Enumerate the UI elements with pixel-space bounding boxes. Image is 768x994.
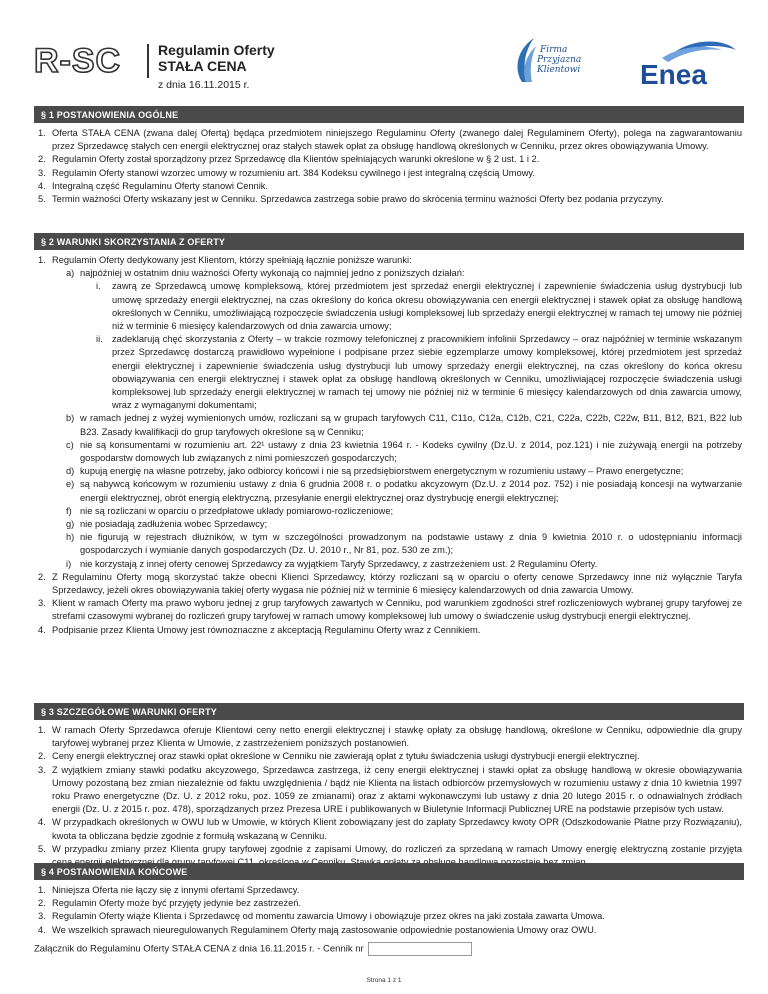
sub-sub-item: ii. zadeklarują chęć skorzystania z Oferty – w trakcie rozmowy telefonicznej z pracownikiem infolinii Sprzedawcy – oraz najpóźniej w terminie wskazanym przez Sprzedawcę dostarczą prawidłowo wypełnione i podpisane przez siebie egzemplarze umowy kompleksowej, której przedmiotem jest sprzedaż energii elektrycznej i zapewnienie świadczenia usług dystrybucji lub umowy sprzedaży energii elektrycznej, na czas określony do końca okresu obowiązywania cen energii elektrycznej i stawek opłat za obsługę handlową określonych w Cenniku, umożliwiającej rozpoczęcie świadczenia usługi kompleksowej lub sprzedaży energii elektrycznej w ramach tej umowy nie później niż w terminie 6 miesięcy kalendarzowych od dnia zawarcia umowy, wraz z wymaganymi dokumentami; <box>96 334 742 411</box>
sub-item: g) nie posiadają zadłużenia wobec Sprzedawcy; <box>66 519 268 530</box>
list-item: 4. Podpisanie przez Klienta Umowy jest równoznaczne z akceptacją Regulaminu Oferty wraz z Cennikiem. <box>38 624 481 635</box>
firma-text-3: Klientowi <box>537 65 581 75</box>
document-date: z dnia 16.11.2015 r. <box>158 79 250 91</box>
sub-item: b) w ramach jednej z wyżej wymienionych umów, rozliczani są w grupach taryfowych C11, C11o, C12a, C12b, C21, C22a, C22b, C22w, B11, B12, B21, B22 lub B23. Zasady kwalifikacji do grup taryfowych określone są w Cenniku; <box>66 413 742 437</box>
attachment-text: Załącznik do Regulaminu Oferty STAŁA CENA z dnia 16.11.2015 r. - Cennik nr <box>34 943 364 955</box>
list-item: 4. We wszelkich sprawach nieuregulowanych Regulaminem Oferty mają zastosowanie odpowiednie postanowienia Umowy oraz OWU. <box>38 924 597 935</box>
list-item: 1. Niniejsza Oferta nie łączy się z innymi ofertami Sprzedawcy. <box>38 885 300 895</box>
list-item: 3. Klient w ramach Oferty ma prawo wyboru jednej z grup taryfowych zawartych w Cenniku, pod warunkiem zgodności stref rozliczeniowych wybranej grupy taryfowej ze strefami czasowymi wybranej do rozliczeń grupy taryfowej w ramach umowy kompleksowej lub umowy o świadczenie usług dystrybucji energii elektrycznej. <box>38 598 742 622</box>
page-number: Strona 1 z 1 <box>366 977 402 984</box>
list-item: 2. Regulamin Oferty może być przyjęty jedynie bez zastrzeżeń. <box>38 898 302 909</box>
section-1 <box>34 106 744 208</box>
list-item: 1. Regulamin Oferty dedykowany jest Klientom, którzy spełniają łącznie poniższe warunki: a) najpóźniej w ostatnim dniu ważności Oferty wykonają co najmniej jedno z poniższych działań: i. zawrą ze Sprzedawcą umowę kompleksową, której przedmiotem jest sprzedaż energii elektrycznej i zapewnienie świadczenia usług dystrybucji lub umowę sprzedaży energii elektrycznej, na czas określony do końca okresu obowiązywania cen energii elektrycznej i stawek opłat za obsługę handlową określonych w Cenniku, umożliwiającą rozpoczęcie świadczenia usługi kompleksowej lub sprzedaży energii elektrycznej w ramach tej umowy nie później niż w terminie 6 miesięcy kalendarzowych od dnia zawarcia umowy; ii. zadeklarują chęć skorzystania z Oferty – w trakcie rozmowy telefonicznej z pracownikiem infolinii Sprzedawcy – oraz najpóźniej w terminie wskazanym przez Sprzedawcę dostarczą prawidłowo wypełnione i podpisane przez siebie egzemplarze umowy kompleksowej, której przedmiotem jest sprzedaż energii elektrycznej i zapewnienie świadczenia usług dystrybucji lub umowy sprzedaży energii elektrycznej, na czas określony do końca okresu obowiązywania cen energii elektrycznej i stawek opłat za obsługę handlową określonych w Cenniku, umożliwiającej rozpoczęcie świadczenia usługi kompleksowej lub sprzedaży energii elektrycznej w ramach tej umowy nie później niż w terminie 6 miesięcy kalendarzowych od dnia zawarcia umowy, wraz z wymaganymi dokumentami; b) w ramach jednej z wyżej wymienionych umów, rozliczani są w grupach taryfowych C11, C11o, C12a, C12b, C21, C22a, C22b, C22w, B11, B12, B21, B22 lub B23. Zasady kwalifikacji do grup taryfowych określone są w Cenniku; c) nie są konsumentami w rozumieniu art. 22¹ ustawy z dnia 23 kwietnia 1964 r. - Kodeks cywilny (Dz.U. z 2014, poz.121) i nie zużywają energii na potrzeby gospodarstw domowych lub związanych z nimi pomieszczeń gospodarczych; d) kupują energię na własne potrzeby, jako odbiorcy końcowi i nie są przedsiębiorstwem energetycznym w rozumieniu ustawy – Prawo energetyczne; e) są nabywcą końcowym w rozumieniu ustawy z dnia 6 grudnia 2008 r. o podatku akcyzowym (Dz.U. z 2014 poz. 752) i nie posiadają koncesji na wytwarzanie energii elektrycznej, obrót energią elektryczną, przesyłanie energii elektrycznej oraz dystrybucję energii elektrycznej; f) nie są rozliczani w oparciu o przedpłatowe układy pomiarowo-rozliczeniowe; g) nie posiadają zadłużenia wobec Sprzedawcy; h) nie figurują w rejestrach dłużników, w tym w szczególności prowadzonym na podstawie ustawy z dnia 9 kwietnia 2010 r. o udostępnianiu informacji gospodarczych i wymianie danych gospodarczych (Dz. U. 2010 r., Nr 81, poz. 530 ze zm.); i) nie korzystają z innej oferty cenowej Sprzedawcy za wyjątkiem Taryfy Sprzedawcy, z zastrzeżeniem ust. 2 Regulaminu Oferty. <box>36 254 742 571</box>
firma-przyjazna-klientowi-logo <box>504 32 584 88</box>
document-title <box>158 42 275 74</box>
firma-text-2: Przyjazna <box>537 55 582 65</box>
title-line-1: Regulamin Oferty <box>158 42 275 58</box>
list-item: 2. Ceny energii elektrycznej oraz stawki opłat określone w Cenniku nie zawierają opłat z tytułu świadczenia usługi dystrybucji energii elektrycznej. <box>38 751 640 762</box>
section-4 <box>34 863 744 939</box>
list-item: 3. Regulamin Oferty stanowi wzorzec umowy w rozumieniu art. 384 Kodeksu cywilnego i jest integralną częścią Umowy. <box>38 167 535 178</box>
attachment-line <box>34 942 472 956</box>
document-header <box>34 40 744 110</box>
title-line-2: STAŁA CENA <box>158 58 247 74</box>
list-item: 1. Oferta STAŁA CENA (zwana dalej Ofertą) będąca przedmiotem niniejszego Regulaminu Oferty (zwanego dalej Regulaminem Oferty), polega na zagwarantowaniu przez Sprzedawcę stałych cen energii elektrycznej oraz stałych stawek opłat za obsługę handlową określonych w Cenniku, przez okres obowiązywania Umowy. <box>38 128 742 152</box>
list-item: 4. W przypadkach określonych w OWU lub w Umowie, w których Klient zobowiązany jest do zapłaty Sprzedawcy kwoty OPR (Odszkodowanie Płatne przy Rozwiązaniu), kwota ta obliczana będzie zgodnie z formułą wskazaną w Cenniku. <box>38 817 742 841</box>
list-item: 3. Z wyjątkiem zmiany stawki podatku akcyzowego, Sprzedawca zastrzega, iż ceny energii elektrycznej i stawki opłat za obsługę handlową w okresie obowiązywania Umowy pozostaną bez zmian niezależnie od faktu uwzględnienia / bądź nie Klienta na listach odbiorców przemysłowych w rozumieniu ustawy z dnia 10 kwietnia 1997 roku Prawo energetyczne (Dz. U. z 2012 roku, poz. 1059 ze zmianami) oraz z aktami wykonawczymi lub ustawy z dnia 20 lutego 2015 r. o odnawialnych źródłach energii (Dz. U. z 2015 r. poz. 478), sporządzanych przez Prezesa URE i publikowanych w Biuletynie Informacji Publicznej URE na podstawie przepisów tych ustaw. <box>38 764 742 815</box>
sub-item: e) są nabywcą końcowym w rozumieniu ustawy z dnia 6 grudnia 2008 r. o podatku akcyzowym (Dz.U. z 2014 poz. 752) i nie posiadają koncesji na wytwarzanie energii elektrycznej, obrót energią elektryczną, przesyłanie energii elektrycznej oraz dystrybucję energii elektrycznej; <box>66 479 742 503</box>
list-item: 1. W ramach Oferty Sprzedawca oferuje Klientowi ceny netto energii elektrycznej i stawkę opłaty za obsługę handlową, określone w Cenniku, odpowiednie dla grupy taryfowej wybranej przez Klienta w Umowie, z zastrzeżeniem poniższych postanowień. <box>38 725 742 749</box>
rsc-logo: R-SC <box>34 42 122 80</box>
section-3-heading: § 3 SZCZEGÓŁOWE WARUNKI OFERTY <box>34 703 744 720</box>
section-3 <box>34 703 744 871</box>
sub-item: i) nie korzystają z innej oferty cenowej Sprzedawcy za wyjątkiem Taryfy Sprzedawcy, z zastrzeżeniem ust. 2 Regulaminu Oferty. <box>66 558 598 569</box>
list-item: 2. Regulamin Oferty został sporządzony przez Sprzedawcę dla Klientów spełniających warunki określone w § 2 ust. 1 i 2. <box>38 154 540 165</box>
price-list-number-field[interactable] <box>368 942 472 956</box>
header-divider <box>147 44 149 78</box>
enea-wordmark: Enea <box>640 59 707 90</box>
list-item: 3. Regulamin Oferty wiąże Klienta i Sprzedawcę od momentu zawarcia Umowy i obowiązuje przez okres na jaki została zawarta Umowa. <box>38 911 605 922</box>
firma-text-1: Firma <box>540 45 568 55</box>
sub-item: f) nie są rozliczani w oparciu o przedpłatowe układy pomiarowo-rozliczeniowe; <box>66 505 394 516</box>
list-item: 5. W przypadku zmiany przez Klienta grupy taryfowej zgodnie z zapisami Umowy, do rozliczeń za sprzedaną w ramach Umowy energię elektryczną zostanie przyjęta <box>38 843 742 854</box>
section-1-heading: § 1 POSTANOWIENIA OGÓLNE <box>34 106 744 123</box>
list-item: 5. Termin ważności Oferty wskazany jest w Cenniku. Sprzedawca zastrzega sobie prawo do skrócenia terminu ważności Oferty bez podania przyczyny. <box>38 194 664 205</box>
list-item: 4. Integralną część Regulaminu Oferty stanowi Cennik. <box>38 180 268 191</box>
sub-item: d) kupują energię na własne potrzeby, jako odbiorcy końcowi i nie są przedsiębiorstwem energetycznym w rozumieniu ustawy – Prawo energetyczne; <box>66 466 684 477</box>
sub-item: a) najpóźniej w ostatnim dniu ważności Oferty wykonają co najmniej jedno z poniższych działań: <box>66 268 465 279</box>
sub-item: h) nie figurują w rejestrach dłużników, w tym w szczególności prowadzonym na podstawie ustawy z dnia 9 kwietnia 2010 r. o udostępnianiu informacji gospodarczych i wymianie danych gospodarczych (Dz. U. 2010 r., Nr 81, poz. 530 ze zm.); <box>66 532 742 556</box>
section-2-heading: § 2 WARUNKI SKORZYSTANIA Z OFERTY <box>34 233 744 250</box>
sub-item: c) nie są konsumentami w rozumieniu art. 22¹ ustawy z dnia 23 kwietnia 1964 r. - Kodeks cywilny (Dz.U. z 2014, poz.121) i nie zużywają energii na potrzeby gospodarstw domowych lub związanych z nimi pomieszczeń gospodarczych; <box>66 439 742 464</box>
sub-sub-item: i. zawrą ze Sprzedawcą umowę kompleksową, której przedmiotem jest sprzedaż energii elektrycznej i zapewnienie świadczenia usług dystrybucji lub umowę sprzedaży energii elektrycznej, na czas określony do końca okresu obowiązywania cen energii elektrycznej i stawek opłat za obsługę handlową określonych w Cenniku, umożliwiającą rozpoczęcie świadczenia usługi kompleksowej lub sprzedaży energii elektrycznej w ramach tej umowy nie później niż w terminie 6 miesięcy kalendarzowych od dnia zawarcia umowy; <box>96 281 742 332</box>
enea-logo <box>632 36 742 96</box>
list-item: 2. Z Regulaminu Oferty mogą skorzystać także obecni Klienci Sprzedawcy, którzy rozliczani są w oparciu o oferty cenowe Sprzedawcy inne niż wyłącznie Taryfa Sprzedawcy, jeżeli okres obowiązywania takiej oferty wygasa nie później niż w terminie 6 miesięcy kalendarzowych od dnia zawarcia Umowy. <box>38 571 742 596</box>
section-4-heading: § 4 POSTANOWIENIA KOŃCOWE <box>34 863 744 880</box>
section-2 <box>34 233 744 639</box>
